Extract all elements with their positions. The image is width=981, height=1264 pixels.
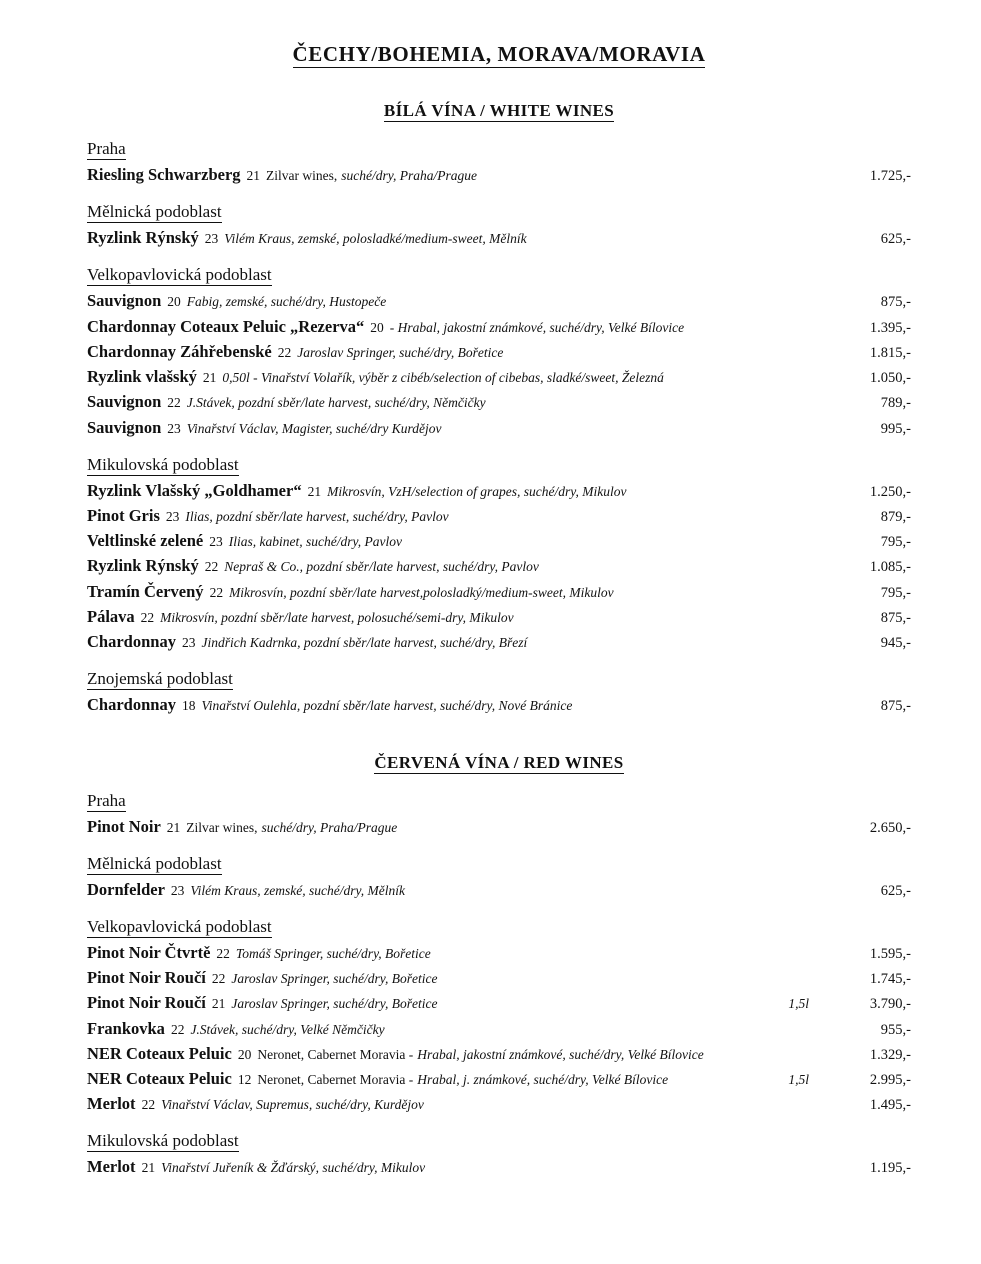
region-heading xyxy=(87,455,911,475)
wine-row xyxy=(87,1045,911,1063)
wine-price: 625,- xyxy=(880,882,911,899)
wine-name: NER Coteaux Peluic xyxy=(87,1069,232,1089)
region-group xyxy=(87,265,911,436)
region-group xyxy=(87,455,911,652)
wine-vintage: 22 xyxy=(211,971,226,987)
wine-price: 2.650,- xyxy=(869,819,911,836)
wine-row xyxy=(87,608,911,626)
wine-description: Ilias, pozdní sběr/late harvest, suché/dry, Pavlov xyxy=(185,508,449,524)
region-heading xyxy=(87,265,911,285)
region-heading xyxy=(87,791,911,811)
wine-vintage: 23 xyxy=(165,508,180,524)
wine-name: Merlot xyxy=(87,1157,136,1177)
wine-vintage: 22 xyxy=(167,395,181,411)
wine-name: Pálava xyxy=(87,606,135,626)
wine-row xyxy=(87,343,911,361)
wine-vintage: 23 xyxy=(167,420,181,436)
wine-price: 795,- xyxy=(880,534,911,551)
wine-description: suché/dry, Praha/Prague xyxy=(261,819,398,835)
wine-description: Mikrosvín, pozdní sběr/late harvest,polosladký/medium-sweet, Mikulov xyxy=(229,584,614,600)
wine-row xyxy=(87,1070,911,1088)
wine-description: Vinařství Juřeník & Žďárský, suché/dry, Mikulov xyxy=(161,1160,426,1176)
wine-description: Vilém Kraus, zemské, suché/dry, Mělník xyxy=(190,882,405,898)
region-heading-text: Mikulovská podoblast xyxy=(87,454,239,474)
wine-price: 3.790,- xyxy=(869,996,911,1013)
region-group xyxy=(87,202,911,247)
wine-vintage: 20 xyxy=(237,1046,252,1062)
wine-row xyxy=(87,633,911,651)
wine-row xyxy=(87,969,911,987)
region-heading xyxy=(87,917,911,937)
wine-row xyxy=(87,994,911,1012)
region-heading-text: Praha xyxy=(87,790,126,810)
wine-description: Vilém Kraus, zemské, polosladké/medium-sweet, Mělník xyxy=(224,231,527,247)
wine-vintage: 21 xyxy=(141,1160,156,1176)
region-group xyxy=(87,1131,911,1176)
region-heading xyxy=(87,139,911,159)
region-heading-text: Velkopavlovická podoblast xyxy=(87,916,272,936)
wine-price: 1.815,- xyxy=(869,344,911,361)
wine-vintage: 22 xyxy=(216,945,230,961)
wine-vintage: 20 xyxy=(167,294,181,310)
wine-price: 1.395,- xyxy=(869,319,911,336)
wine-name: Sauvignon xyxy=(87,291,162,311)
wine-vintage: 22 xyxy=(204,559,219,575)
region-heading xyxy=(87,202,911,222)
wine-name: Pinot Noir Roučí xyxy=(87,993,206,1013)
wine-bottle-size-note: 1,5l xyxy=(788,1072,809,1088)
wine-description: Jindřich Kadrnka, pozdní sběr/late harvest, suché/dry, Březí xyxy=(201,635,528,651)
wine-description: Jaroslav Springer, suché/dry, Bořetice xyxy=(231,971,438,987)
wine-name: Merlot xyxy=(87,1094,136,1114)
wine-vintage: 21 xyxy=(166,819,181,835)
wine-price: 875,- xyxy=(880,609,911,626)
wine-vintage: 21 xyxy=(246,168,261,183)
region-group xyxy=(87,854,911,899)
wine-price: 955,- xyxy=(880,1021,911,1038)
wine-row xyxy=(87,419,911,437)
wine-category-heading xyxy=(87,753,911,773)
wine-description-plain: Neronet, Cabernet Moravia - xyxy=(257,1072,414,1088)
wine-row xyxy=(87,881,911,899)
wine-row xyxy=(87,292,911,310)
wine-description-plain: Zilvar wines, xyxy=(266,168,338,183)
wine-vintage: 22 xyxy=(141,1097,156,1113)
wine-name: Tramín Červený xyxy=(87,581,204,601)
wine-description: Vinařství Oulehla, pozdní sběr/late harvest, suché/dry, Nové Bránice xyxy=(201,698,573,714)
wine-price: 789,- xyxy=(880,395,911,412)
wine-description-plain: Neronet, Cabernet Moravia - xyxy=(257,1046,414,1062)
wine-vintage: 12 xyxy=(237,1072,252,1088)
wine-row xyxy=(87,696,911,714)
wine-row xyxy=(87,944,911,962)
wine-name: Ryzlink Vlašský „Goldhamer“ xyxy=(87,480,302,500)
wine-price: 795,- xyxy=(880,584,911,601)
wine-name: NER Coteaux Peluic xyxy=(87,1043,232,1063)
wine-price: 1.745,- xyxy=(869,971,911,988)
wine-vintage: 18 xyxy=(181,698,196,714)
wine-row xyxy=(87,482,911,500)
wine-bottle-size-note: 1,5l xyxy=(788,996,809,1012)
page-title xyxy=(87,42,911,67)
wine-description: Jaroslav Springer, suché/dry, Bořetice xyxy=(231,996,438,1012)
wine-vintage: 22 xyxy=(277,344,292,360)
wine-description: Vinařství Václav, Magister, suché/dry Kurdějov xyxy=(186,420,442,436)
wine-price: 1.050,- xyxy=(869,370,911,387)
wine-vintage: 23 xyxy=(181,635,196,651)
wine-row xyxy=(87,1095,911,1113)
wine-name: Pinot Noir Čtvrtě xyxy=(87,942,211,962)
wine-name: Riesling Schwarzberg xyxy=(87,165,241,184)
region-heading xyxy=(87,854,911,874)
wine-description: Tomáš Springer, suché/dry, Bořetice xyxy=(235,945,431,961)
wine-price: 1.329,- xyxy=(869,1046,911,1063)
wine-price: 1.195,- xyxy=(869,1160,911,1177)
wine-price: 879,- xyxy=(880,508,911,525)
wine-description: Nepraš & Co., pozdní sběr/late harvest, suché/dry, Pavlov xyxy=(224,559,539,575)
wine-name: Veltlinské zelené xyxy=(87,531,204,551)
wine-description: J.Stávek, suché/dry, Velké Němčičky xyxy=(190,1021,385,1037)
wine-row xyxy=(87,818,911,836)
wine-description: Vinařství Václav, Supremus, suché/dry, Kurdějov xyxy=(161,1097,424,1113)
region-group xyxy=(87,669,911,714)
wine-category-heading-text: BÍLÁ VÍNA / WHITE WINES xyxy=(383,101,615,120)
wine-row xyxy=(87,507,911,525)
wine-row xyxy=(87,393,911,411)
wine-vintage: 23 xyxy=(170,882,185,898)
wine-description: 0,50l - Vinařství Volařík, výběr z cibéb/selection of cibebas, sladké/sweet, Železná xyxy=(222,370,664,386)
region-group xyxy=(87,139,911,184)
wine-name: Pinot Noir xyxy=(87,816,161,836)
wine-row xyxy=(87,368,911,386)
wine-row xyxy=(87,583,911,601)
wine-description: Fabig, zemské, suché/dry, Hustopeče xyxy=(186,294,387,310)
menu-body xyxy=(87,101,911,1177)
wine-vintage: 21 xyxy=(307,483,322,499)
wine-row xyxy=(87,1158,911,1176)
wine-vintage: 23 xyxy=(209,534,223,550)
wine-name: Frankovka xyxy=(87,1018,165,1038)
wine-price: 875,- xyxy=(880,294,911,311)
wine-description: - Hrabal, jakostní známkové, suché/dry, Velké Bílovice xyxy=(389,319,685,335)
region-heading xyxy=(87,669,911,689)
wine-row xyxy=(87,229,911,247)
page-title-text: ČECHY/BOHEMIA, MORAVA/MORAVIA xyxy=(292,42,706,66)
wine-name: Chardonnay xyxy=(87,695,176,715)
wine-price: 1.085,- xyxy=(869,559,911,576)
wine-row xyxy=(87,532,911,550)
wine-vintage: 22 xyxy=(140,609,155,625)
wine-vintage: 22 xyxy=(209,584,224,600)
wine-category-heading-text: ČERVENÁ VÍNA / RED WINES xyxy=(374,752,624,772)
region-heading-text: Praha xyxy=(87,139,126,158)
wine-description: Ilias, kabinet, suché/dry, Pavlov xyxy=(228,534,402,550)
wine-description: Mikrosvín, pozdní sběr/late harvest, polosuché/semi-dry, Mikulov xyxy=(160,609,514,625)
region-heading-text: Mělnická podoblast xyxy=(87,202,222,222)
wine-row xyxy=(87,318,911,336)
wine-name: Ryzlink Rýnský xyxy=(87,228,199,248)
wine-price: 1.595,- xyxy=(869,945,911,962)
wine-vintage: 21 xyxy=(211,996,226,1012)
wine-description: J.Stávek, pozdní sběr/late harvest, suché/dry, Němčičky xyxy=(186,395,486,411)
wine-vintage: 22 xyxy=(170,1021,185,1037)
wine-description: Hrabal, j. známkové, suché/dry, Velké Bílovice xyxy=(417,1072,669,1088)
region-heading-text: Velkopavlovická podoblast xyxy=(87,265,272,285)
wine-description-plain: Zilvar wines, xyxy=(186,819,258,835)
region-heading xyxy=(87,1131,911,1151)
wine-name: Chardonnay Záhřebenské xyxy=(87,341,272,361)
region-heading-text: Mikulovská podoblast xyxy=(87,1131,239,1151)
wine-description: suché/dry, Praha/Prague xyxy=(341,168,477,183)
wine-description: Jaroslav Springer, suché/dry, Bořetice xyxy=(297,344,504,360)
wine-price: 1.250,- xyxy=(869,483,911,500)
wine-price: 1.725,- xyxy=(869,168,911,184)
wine-name: Sauvignon xyxy=(87,417,162,437)
wine-name: Pinot Gris xyxy=(87,505,160,525)
wine-vintage: 21 xyxy=(202,370,217,386)
wine-price: 2.995,- xyxy=(869,1072,911,1089)
wine-description: Hrabal, jakostní známkové, suché/dry, Velké Bílovice xyxy=(417,1046,704,1062)
wine-row xyxy=(87,557,911,575)
wine-price: 625,- xyxy=(880,231,911,248)
wine-price: 1.495,- xyxy=(869,1097,911,1114)
wine-row xyxy=(87,1020,911,1038)
wine-price: 995,- xyxy=(880,420,911,437)
wine-category-heading xyxy=(87,101,911,121)
wine-name: Chardonnay Coteaux Peluic „Rezerva“ xyxy=(87,316,365,336)
region-heading-text: Mělnická podoblast xyxy=(87,853,222,873)
wine-name: Ryzlink Rýnský xyxy=(87,556,199,576)
wine-name: Pinot Noir Roučí xyxy=(87,968,206,988)
wine-price: 945,- xyxy=(880,635,911,652)
wine-name: Sauvignon xyxy=(87,392,162,412)
region-heading-text: Znojemská podoblast xyxy=(87,669,233,689)
wine-vintage: 20 xyxy=(370,319,384,335)
wine-name: Ryzlink vlašský xyxy=(87,367,197,387)
wine-name: Chardonnay xyxy=(87,632,176,652)
wine-vintage: 23 xyxy=(204,231,219,247)
wine-description: Mikrosvín, VzH/selection of grapes, suché/dry, Mikulov xyxy=(327,483,627,499)
wine-name: Dornfelder xyxy=(87,879,165,899)
wine-row xyxy=(87,166,911,184)
region-group xyxy=(87,791,911,836)
region-group xyxy=(87,917,911,1114)
wine-price: 875,- xyxy=(880,698,911,715)
